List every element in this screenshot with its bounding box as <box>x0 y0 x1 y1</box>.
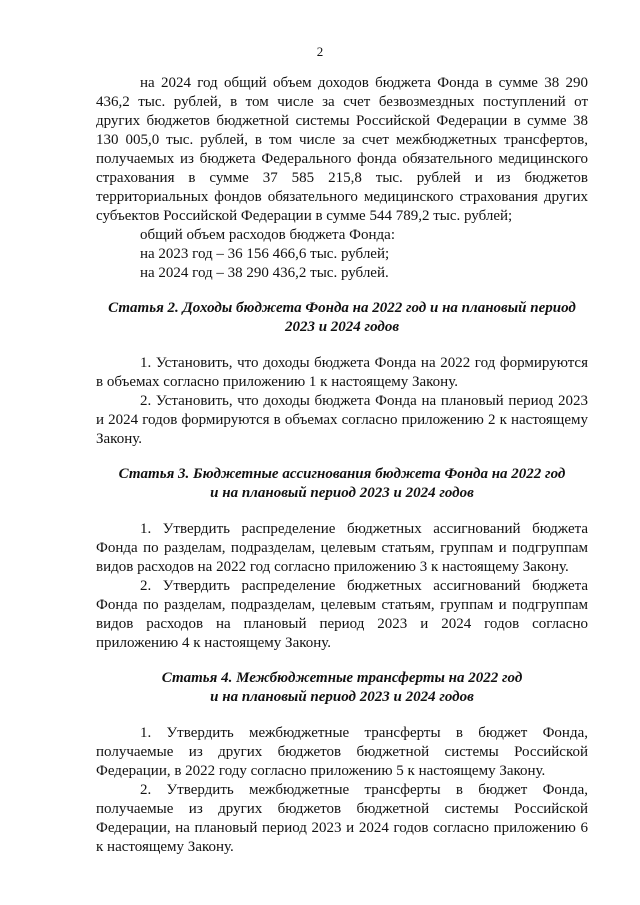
article4-heading-line1: Статья 4. Межбюджетные трансферты на 2022 год <box>161 670 523 686</box>
article3-heading <box>96 465 588 503</box>
article2-heading-line2: 2023 и 2024 годов <box>284 319 400 335</box>
intro-expenses-2023: на 2023 год – 36 156 466,6 тыс. рублей; <box>140 246 390 262</box>
article2-paragraph-1: 1. Установить, что доходы бюджета Фонда на 2022 год формируются в объемах согласно приложению 1 к настоящему Закону. <box>96 355 588 390</box>
intro-paragraph-expenses: общий объем расходов бюджета Фонда: <box>140 227 395 243</box>
intro-paragraph-revenue: на 2024 год общий объем доходов бюджета Фонда в сумме 38 290 436,2 тыс. рублей, в том числе за счет безвозмездных поступлений от других бюджетов бюджетной системы Российской Федерации в сумме 38 130 005,0 тыс. рублей, в том числе за счет межбюджетных трансфертов, получаемых из бюджета Федерального фонда обязательного медицинского страхования в сумме 37 585 215,8 тыс. рублей и из бюджетов территориальных фондов обязательного медицинского страхования других субъектов Российской Федерации в сумме 544 789,2 тыс. рублей; <box>96 75 588 224</box>
article2-heading <box>96 299 588 337</box>
article3-heading-line1: Статья 3. Бюджетные ассигнования бюджета Фонда на 2022 год <box>118 466 566 482</box>
article4-paragraph-2: 2. Утвердить межбюджетные трансферты в бюджет Фонда, получаемые из других бюджетов бюджетной системы Российской Федерации, на плановый период 2023 и 2024 годов согласно приложению 6 к настоящему Закону. <box>96 782 588 855</box>
article2-heading-line1: Статья 2. Доходы бюджета Фонда на 2022 год и на плановый период <box>108 300 576 316</box>
article3-paragraph-1: 1. Утвердить распределение бюджетных ассигнований бюджета Фонда по разделам, подразделам, целевым статьям, группам и подгруппам видов расходов на 2022 год согласно приложению 3 к настоящему Закону. <box>96 521 588 575</box>
article2-paragraph-2: 2. Установить, что доходы бюджета Фонда на плановый период 2023 и 2024 годов формируются в объемах согласно приложению 2 к настоящему Закону. <box>96 393 588 447</box>
article4-heading-line2: и на плановый период 2023 и 2024 годов <box>210 689 474 705</box>
article4-heading <box>96 669 588 707</box>
article3-heading-line2: и на плановый период 2023 и 2024 годов <box>210 485 474 501</box>
article3-paragraph-2: 2. Утвердить распределение бюджетных ассигнований бюджета Фонда по разделам, подразделам, целевым статьям, группам и подгруппам видов расходов на плановый период 2023 и 2024 годов согласно приложению 4 к настоящему Закону. <box>96 578 588 651</box>
intro-expenses-2024: на 2024 год – 38 290 436,2 тыс. рублей. <box>140 265 389 281</box>
document-body <box>96 74 588 857</box>
page-number: 2 <box>316 44 324 59</box>
article4-paragraph-1: 1. Утвердить межбюджетные трансферты в бюджет Фонда, получаемые из других бюджетов бюджетной системы Российской Федерации, в 2022 году согласно приложению 5 к настоящему Закону. <box>96 725 588 779</box>
